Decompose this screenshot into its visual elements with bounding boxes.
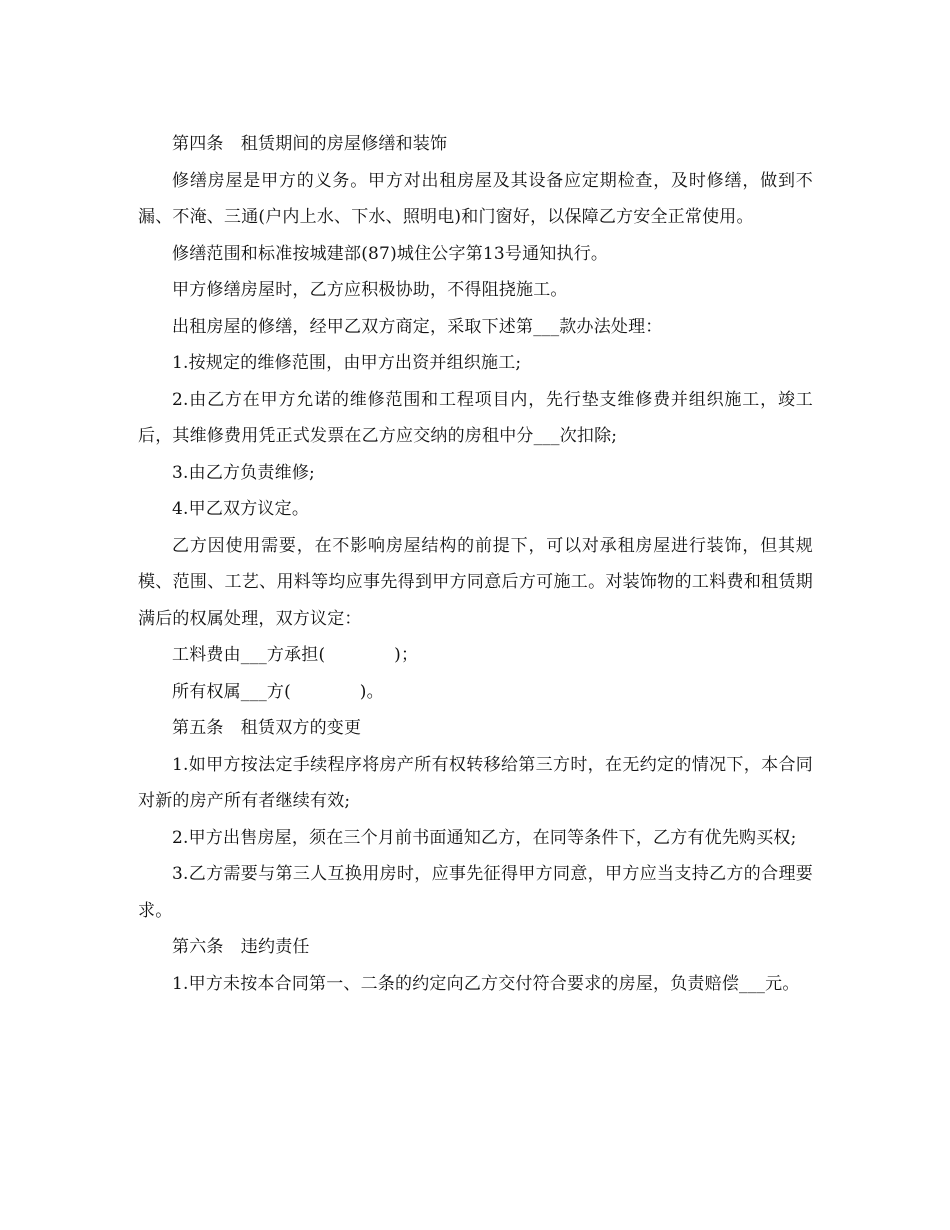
paragraph-repair-duty: 修缮房屋是甲方的义务。甲方对出租房屋及其设备应定期检查，及时修缮，做到不漏、不淹、三通(户内上水、下水、照明电)和门窗好，以保障乙方安全正常使用。	[138, 170, 813, 227]
article-4-heading: 第四条 租赁期间的房屋修缮和装饰	[172, 134, 448, 154]
paragraph-material-cost: 工料费由___方承担( )；	[172, 645, 419, 665]
paragraph-repair-method: 出租房屋的修缮，经甲乙双方商定，采取下述第___款办法处理：	[172, 316, 663, 337]
document-body	[138, 126, 813, 1002]
list-item-3: 3.由乙方负责维修;	[172, 462, 315, 483]
change-item-3: 3.乙方需要与第三人互换用房时，应事先征得甲方同意，甲方应当支持乙方的合理要求。	[138, 864, 813, 921]
change-item-1: 1.如甲方按法定手续程序将房产所有权转移给第三方时，在无约定的情况下，本合同对新的房产所有者继续有效;	[138, 754, 813, 811]
paragraph-cooperation: 甲方修缮房屋时，乙方应积极协助，不得阻挠施工。	[172, 280, 568, 300]
change-item-2: 2.甲方出售房屋，须在三个月前书面通知乙方，在同等条件下，乙方有优先购买权;	[172, 827, 797, 848]
article-6-heading: 第六条 违约责任	[172, 937, 310, 957]
paragraph-decoration: 乙方因使用需要，在不影响房屋结构的前提下，可以对承租房屋进行装饰，但其规模、范围、工艺、用料等均应事先得到甲方同意后方可施工。对装饰物的工料费和租赁期满后的权属处理，双方议定：	[138, 535, 813, 629]
paragraph-ownership: 所有权属___方( )。	[172, 681, 384, 702]
list-item-2: 2.由乙方在甲方允诺的维修范围和工程项目内，先行垫支维修费并组织施工，竣工后，其维修费用凭正式发票在乙方应交纳的房租中分___次扣除;	[138, 389, 813, 446]
article-5-heading: 第五条 租赁双方的变更	[172, 718, 362, 738]
liability-item-1: 1.甲方未按本合同第一、二条的约定向乙方交付符合要求的房屋，负责赔偿___元。	[172, 973, 800, 994]
paragraph-repair-standard: 修缮范围和标准按城建部(87)城住公字第13号通知执行。	[172, 243, 609, 264]
list-item-4: 4.甲乙双方议定。	[172, 499, 310, 519]
list-item-1: 1.按规定的维修范围，由甲方出资并组织施工;	[172, 353, 522, 373]
